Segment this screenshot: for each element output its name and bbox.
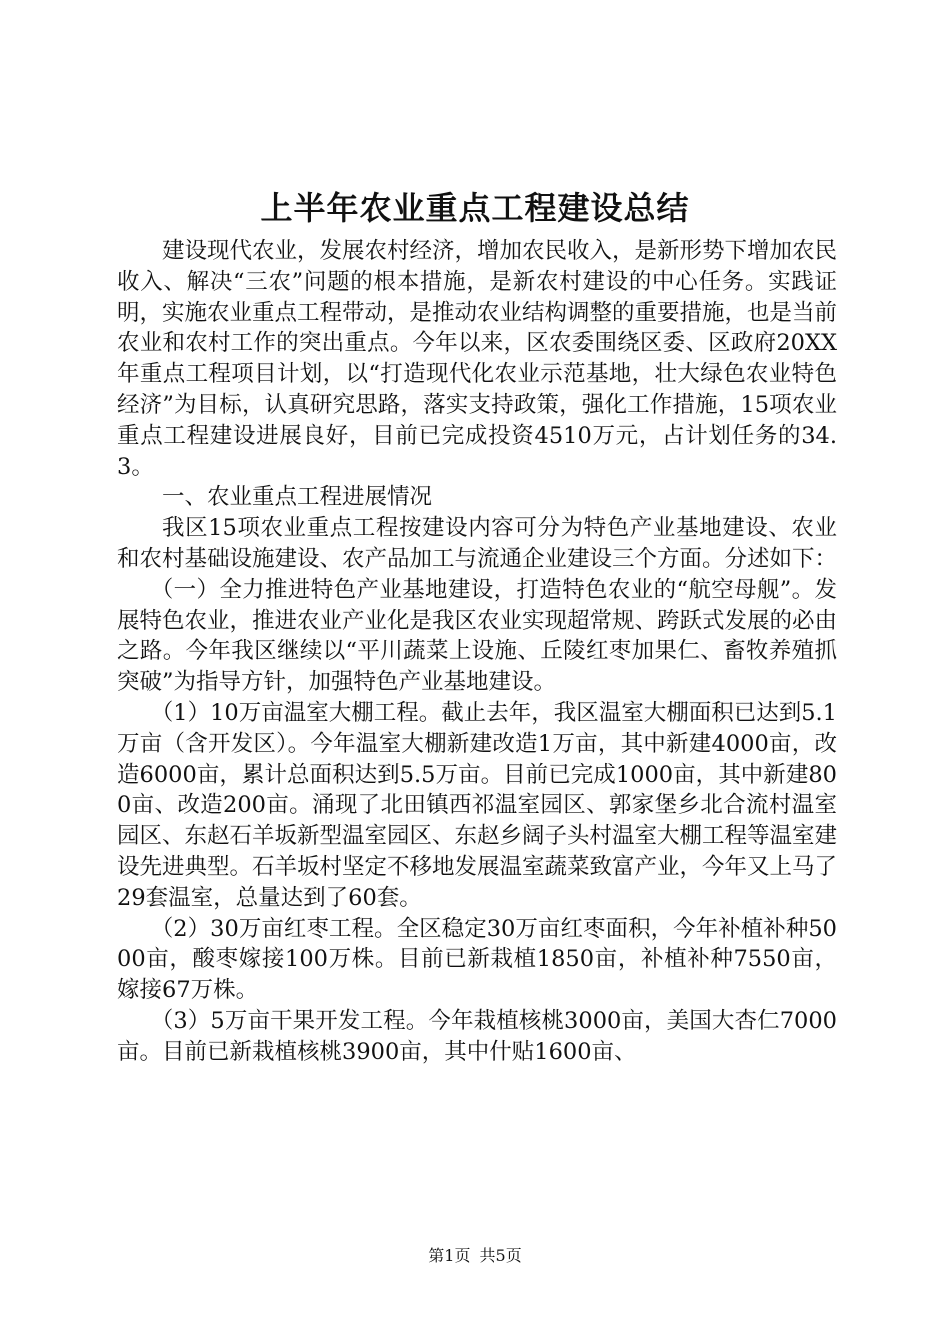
page-total: 共5页 [479,1246,522,1265]
page-number: 第1页 [428,1246,471,1265]
item-3-paragraph: （3）5万亩干果开发工程。今年栽植核桃3000亩，美国大杏仁7000亩。目前已新栽植核桃3900亩，其中什贴1600亩、 [117,1007,837,1065]
overview-paragraph: 我区15项农业重点工程按建设内容可分为特色产业基地建设、农业和农村基础设施建设、农产品加工与流通企业建设三个方面。分述如下： [117,515,838,572]
page-footer [0,1245,950,1267]
document-body [117,236,837,1068]
item-1-paragraph: （1）10万亩温室大棚工程。截止去年，我区温室大棚面积已达到5.1万亩（含开发区）。今年温室大棚新建改造1万亩，其中新建4000亩，改造6000亩，累计总面积达到5.5万亩。目前已完成1000亩，其中新建800亩、改造200亩。涌现了北田镇西祁温室园区、郭家堡乡北合流村温室园区、东赵石羊坂新型温室园区、东赵乡阔子头村温室大棚工程等温室建设先进典型。石羊坂村坚定不移地发展温室蔬菜致富产业，今年又上马了29套温室，总量达到了60套。 [117,699,838,911]
section-heading: 一、农业重点工程进展情况 [162,484,433,511]
document-title: 上半年农业重点工程建设总结 [260,189,690,227]
item-2-paragraph: （2）30万亩红枣工程。全区稳定30万亩红枣面积，今年补植补种5000亩，酸枣嫁接100万株。目前已新栽植1850亩，补植补种7550亩，嫁接67万株。 [117,915,837,1004]
subsection-paragraph: （一）全力推进特色产业基地建设，打造特色农业的“航空母舰”。发展特色农业，推进农业产业化是我区农业实现超常规、跨跃式发展的必由之路。今年我区继续以“平川蔬菜上设施、丘陵红枣加果仁、畜牧养殖抓突破”为指导方针，加强特色产业基地建设。 [117,576,838,696]
intro-paragraph: 建设现代农业，发展农村经济，增加农民收入，是新形势下增加农民收入、解决“三农”问题的根本措施，是新农村建设的中心任务。实践证明，实施农业重点工程带动，是推动农业结构调整的重要措施，也是当前农业和农村工作的突出重点。今年以来，区农委围绕区委、区政府20XX年重点工程项目计划，以“打造现代化农业示范基地，壮大绿色农业特色经济”为目标，认真研究思路，落实支持政策，强化工作措施，15项农业重点工程建设进展良好，目前已完成投资4510万元，占计划任务的34.3。 [117,238,838,480]
